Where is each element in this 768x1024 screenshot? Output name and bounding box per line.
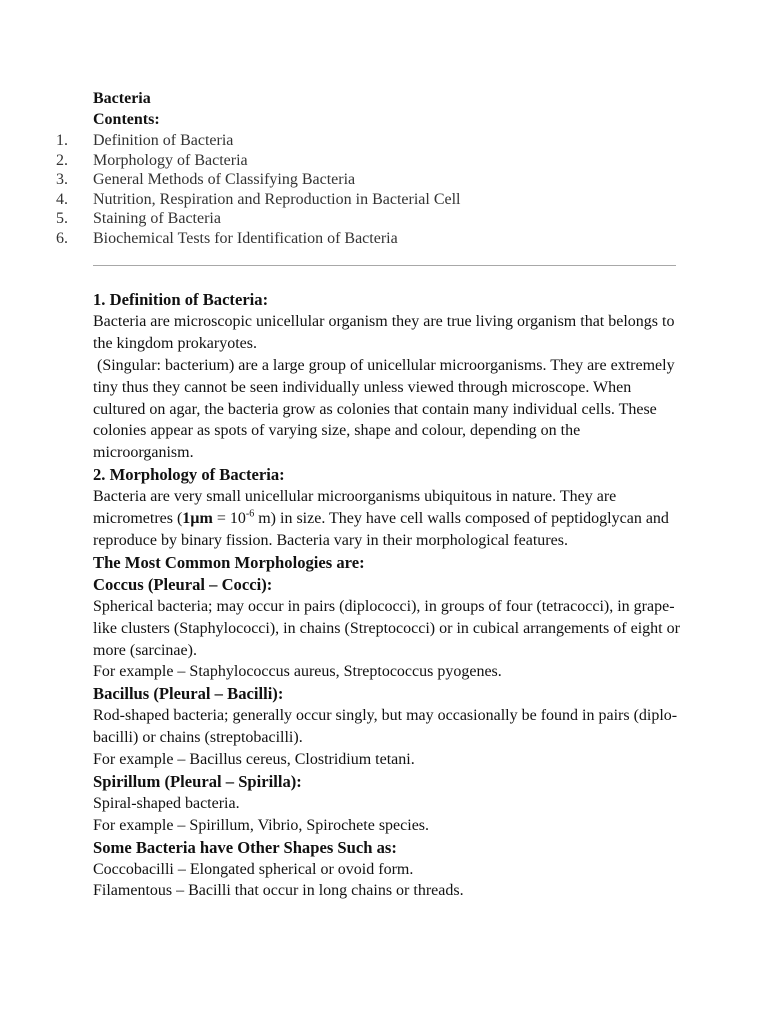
exponent: -6 [245, 508, 255, 520]
morphology-text-end: m) in size. They have cell walls composed of peptidoglycan and reproduce by binary fission. Bacteria vary in their morphological features. [93, 510, 669, 549]
definition-paragraph-1: Bacteria are microscopic unicellular organism they are true living organism that belongs to the kingdom prokaryotes. [93, 312, 675, 352]
morphology-text-start: Bacteria are very small unicellular microorganisms ubiquitous in nature. They are micrometres ( [93, 488, 617, 528]
filamentous-description: Filamentous – Bacilli that occur in long chains or threads. [93, 882, 464, 900]
toc-item [56, 190, 460, 210]
bacillus-description: Rod-shaped bacteria; generally occur singly, but may occasionally be found in pairs (diplo-bacilli) or chains (streptobacilli). [93, 707, 678, 747]
section-heading-morphology: 2. Morphology of Bacteria: [93, 465, 285, 485]
section-heading-definition: 1. Definition of Bacteria: [93, 290, 269, 309]
horizontal-divider [93, 265, 676, 266]
toc-item [56, 209, 460, 229]
definition-paragraph-2: (Singular: bacterium) are a large group of unicellular microorganisms. They are extremely tiny thus they cannot be seen individually unless viewed through microscope. When cultured on agar, the bacteria grow as colonies that contain many individual cells. These colonies appear as spots of varying size, shape and colour, depending on the microorganism. [93, 356, 679, 462]
toc-item-label: Morphology of Bacteria [93, 151, 248, 169]
bacillus-heading: Bacillus (Pleural – Bacilli): [93, 684, 284, 704]
toc-item [56, 170, 460, 190]
toc-item-number: 6. [56, 229, 68, 247]
toc-item [56, 131, 460, 151]
common-morphologies-heading: The Most Common Morphologies are: [93, 552, 365, 572]
table-of-contents [56, 131, 460, 249]
toc-item-number: 2. [56, 151, 68, 169]
coccus-heading: Coccus (Pleural – Cocci): [93, 574, 273, 594]
toc-item-number: 4. [56, 190, 68, 208]
toc-item-label: Biochemical Tests for Identification of Bacteria [93, 229, 398, 247]
spirillum-example: For example – Spirillum, Vibrio, Spirochete species. [93, 816, 430, 834]
spirillum-description: Spiral-shaped bacteria. [93, 794, 240, 812]
toc-item [56, 151, 460, 171]
bacillus-example: For example – Bacillus cereus, Clostridium tetani. [93, 751, 415, 769]
toc-item-number: 3. [56, 171, 68, 189]
morphology-paragraph [93, 486, 683, 552]
document-body [93, 289, 683, 902]
equals-ten: = 10 [212, 510, 246, 528]
toc-item-number: 1. [56, 132, 68, 149]
document-title: Bacteria [93, 90, 151, 107]
toc-item-label: Staining of Bacteria [93, 210, 221, 228]
toc-item-label: General Methods of Classifying Bacteria [93, 171, 356, 189]
coccus-description: Spherical bacteria; may occur in pairs (diplococci), in groups of four (tetracocci), in grape-like clusters (Staphylococci), in chains (Streptococci) or in cubical arrangements of eight or more (sarcinae). [93, 597, 680, 659]
other-shapes-heading: Some Bacteria have Other Shapes Such as: [93, 837, 397, 857]
spirillum-heading: Spirillum (Pleural – Spirilla): [93, 771, 302, 791]
toc-item-number: 5. [56, 210, 68, 228]
coccus-example: For example – Staphylococcus aureus, Streptococcus pyogenes. [93, 663, 502, 681]
toc-item-label: Nutrition, Respiration and Reproduction in Bacterial Cell [93, 190, 461, 208]
micrometre-unit: 1µm [182, 510, 213, 528]
toc-item-label: Definition of Bacteria [93, 132, 234, 149]
toc-item [56, 229, 460, 249]
coccobacilli-description: Coccobacilli – Elongated spherical or ovoid form. [93, 860, 414, 878]
contents-label: Contents: [93, 111, 160, 128]
